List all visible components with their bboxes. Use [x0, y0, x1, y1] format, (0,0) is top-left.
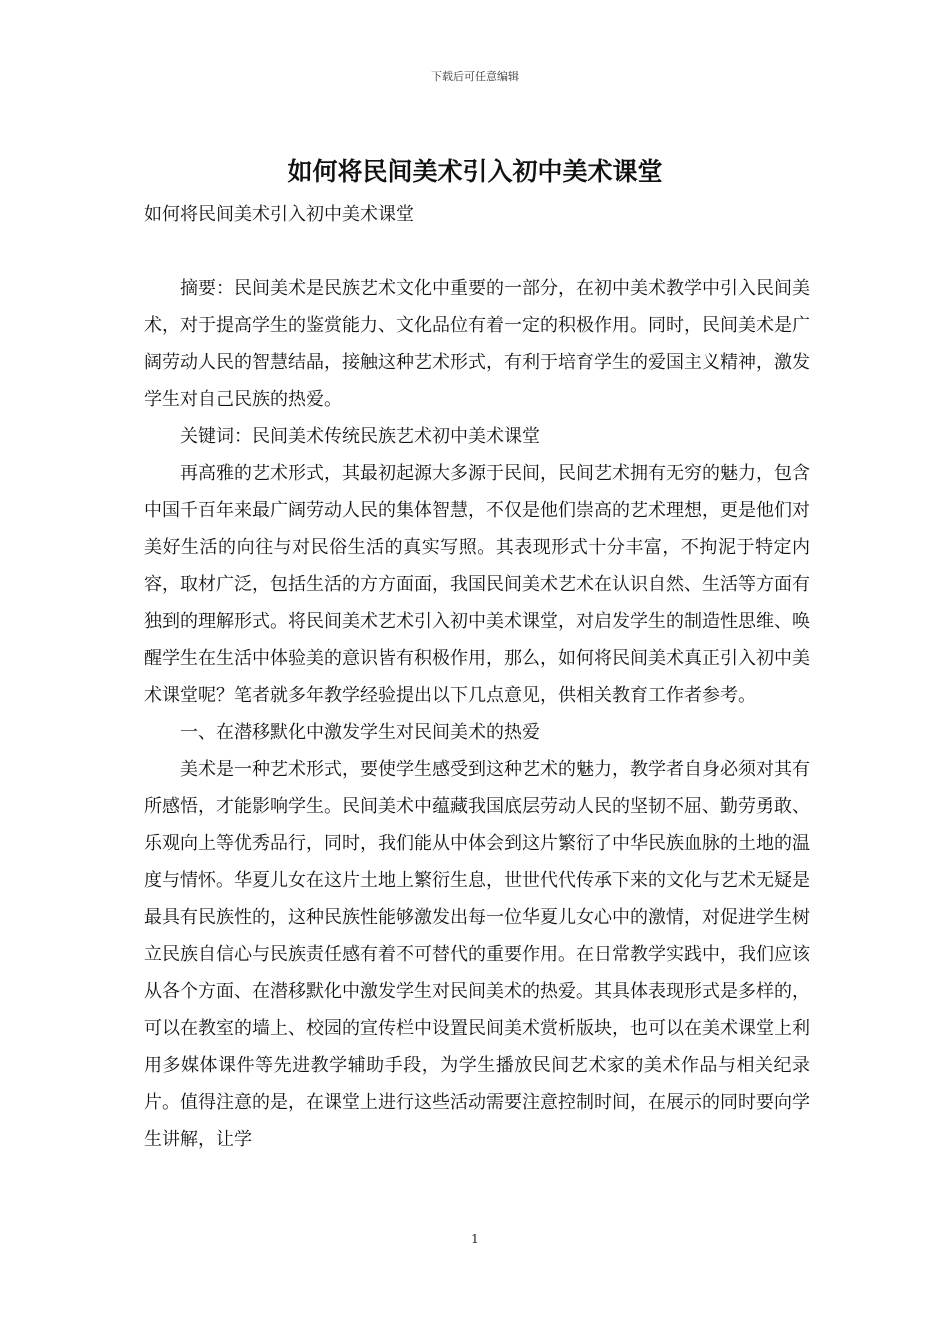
- section-heading: 一、在潜移默化中激发学生对民间美术的热爱: [180, 722, 540, 743]
- document-title: 如何将民间美术引入初中美术课堂: [287, 157, 663, 186]
- keywords-paragraph: 关键词：民间美术传统民族艺术初中美术课堂: [180, 426, 540, 447]
- page-number: 1: [471, 1232, 479, 1246]
- document-subtitle: 如何将民间美术引入初中美术课堂: [144, 204, 414, 225]
- header-note: 下载后可任意编辑: [431, 70, 519, 83]
- abstract-paragraph: 摘要：民间美术是民族艺术文化中重要的一部分，在初中美术教学中引入民间美术，对于提高学生的鉴赏能力、文化品位有着一定的积极作用。同时，民间美术是广阔劳动人民的智慧结晶，接触这种艺术形式，有利于培育学生的爱国主义精神，激发学生对自己民族的热爱。: [144, 278, 810, 410]
- document-body: [144, 270, 810, 1158]
- section-paragraph: 美术是一种艺术形式，要使学生感受到这种艺术的魅力，教学者自身必须对其有所感悟，才能影响学生。民间美术中蕴藏我国底层劳动人民的坚韧不屈、勤劳勇敢、乐观向上等优秀品行，同时，我们能从中体会到这片繁衍了中华民族血脉的土地的温度与情怀。华夏儿女在这片土地上繁衍生息，世世代代传承下来的文化与艺术无疑是最具有民族性的，这种民族性能够激发出每一位华夏儿女心中的激情，对促进学生树立民族自信心与民族责任感有着不可替代的重要作用。在日常教学实践中，我们应该从各个方面、在潜移默化中激发学生对民间美术的热爱。其具体表现形式是多样的，可以在教室的墙上、校园的宣传栏中设置民间美术赏析版块，也可以在美术课堂上利用多媒体课件等先进教学辅助手段，为学生播放民间艺术家的美术作品与相关纪录片。值得注意的是，在课堂上进行这些活动需要注意控制时间，在展示的同时要向学生讲解，让学: [144, 759, 810, 1150]
- intro-paragraph: 再高雅的艺术形式，其最初起源大多源于民间，民间艺术拥有无穷的魅力，包含中国千百年来最广阔劳动人民的集体智慧，不仅是他们崇高的艺术理想，更是他们对美好生活的向往与对民俗生活的真实写照。其表现形式十分丰富，不拘泥于特定内容，取材广泛，包括生活的方方面面，我国民间美术艺术在认识自然、生活等方面有独到的理解形式。将民间美术艺术引入初中美术课堂，对启发学生的制造性思维、唤醒学生在生活中体验美的意识皆有积极作用，那么，如何将民间美术真正引入初中美术课堂呢？笔者就多年教学经验提出以下几点意见，供相关教育工作者参考。: [144, 463, 810, 706]
